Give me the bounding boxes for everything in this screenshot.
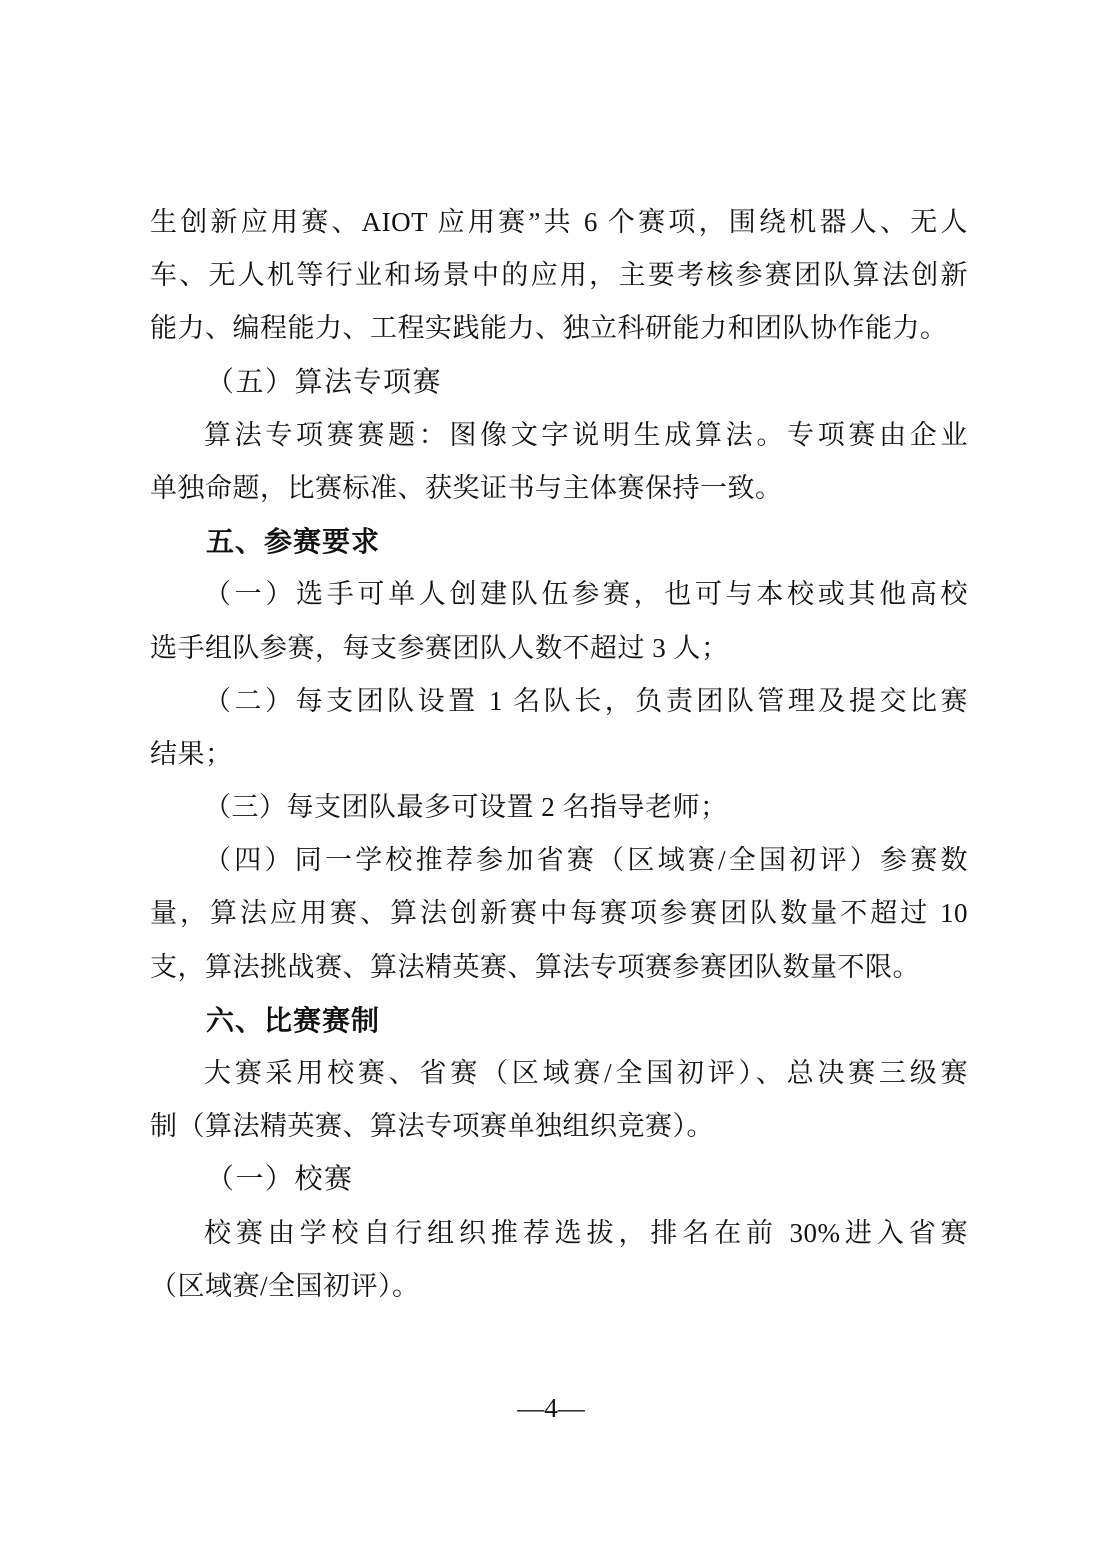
doc-line: 大赛采用校赛、省赛（区域赛/全国初评）、总决赛三级赛 — [204, 1058, 968, 1088]
doc-line: （四）同一学校推荐参加省赛（区域赛/全国初评）参赛数 — [204, 845, 968, 876]
doc-line: 支，算法挑战赛、算法精英赛、算法专项赛参赛团队数量不限。 — [150, 951, 920, 982]
doc-line: 制（算法精英赛、算法专项赛单独组织竞赛）。 — [150, 1111, 714, 1142]
doc-line: （一）选手可单人创建队伍参赛，也可与本校或其他高校 — [204, 579, 968, 610]
doc-line: 能力、编程能力、工程实践能力、独立科研能力和团队协作能力。 — [150, 313, 948, 344]
subheading-school-round: （一）校赛 — [206, 1164, 354, 1196]
doc-line: 单独命题，比赛标准、获奖证书与主体赛保持一致。 — [150, 472, 783, 503]
document-body — [150, 196, 968, 1313]
doc-line: 校赛由学校自行组织推荐选拔，排名在前 30%进入省赛 — [204, 1217, 968, 1248]
doc-line: （二）每支团队设置 1 名队长，负责团队管理及提交比赛 — [204, 685, 968, 716]
doc-line: 量，算法应用赛、算法创新赛中每赛项参赛团队数量不超过 10 — [150, 898, 968, 929]
doc-line: （区域赛/全国初评）。 — [150, 1270, 420, 1301]
section-heading-5-requirements: 五、参赛要求 — [206, 526, 381, 558]
page-number: —4— — [517, 1393, 585, 1423]
doc-line: 选手组队参赛，每支参赛团队人数不超过 3 人； — [150, 632, 729, 663]
doc-line: 结果； — [150, 738, 233, 769]
subheading-algorithm-special: （五）算法专项赛 — [206, 366, 443, 398]
doc-line: 算法专项赛赛题：图像文字说明生成算法。专项赛由企业 — [204, 419, 968, 450]
doc-line: （三）每支团队最多可设置 2 名指导老师； — [204, 792, 728, 823]
doc-line: 车、无人机等行业和场景中的应用，主要考核参赛团队算法创新 — [150, 260, 968, 291]
section-heading-6-format: 六、比赛赛制 — [206, 1004, 381, 1036]
doc-line: 生创新应用赛、AIOT 应用赛”共 6 个赛项，围绕机器人、无人 — [150, 207, 968, 237]
